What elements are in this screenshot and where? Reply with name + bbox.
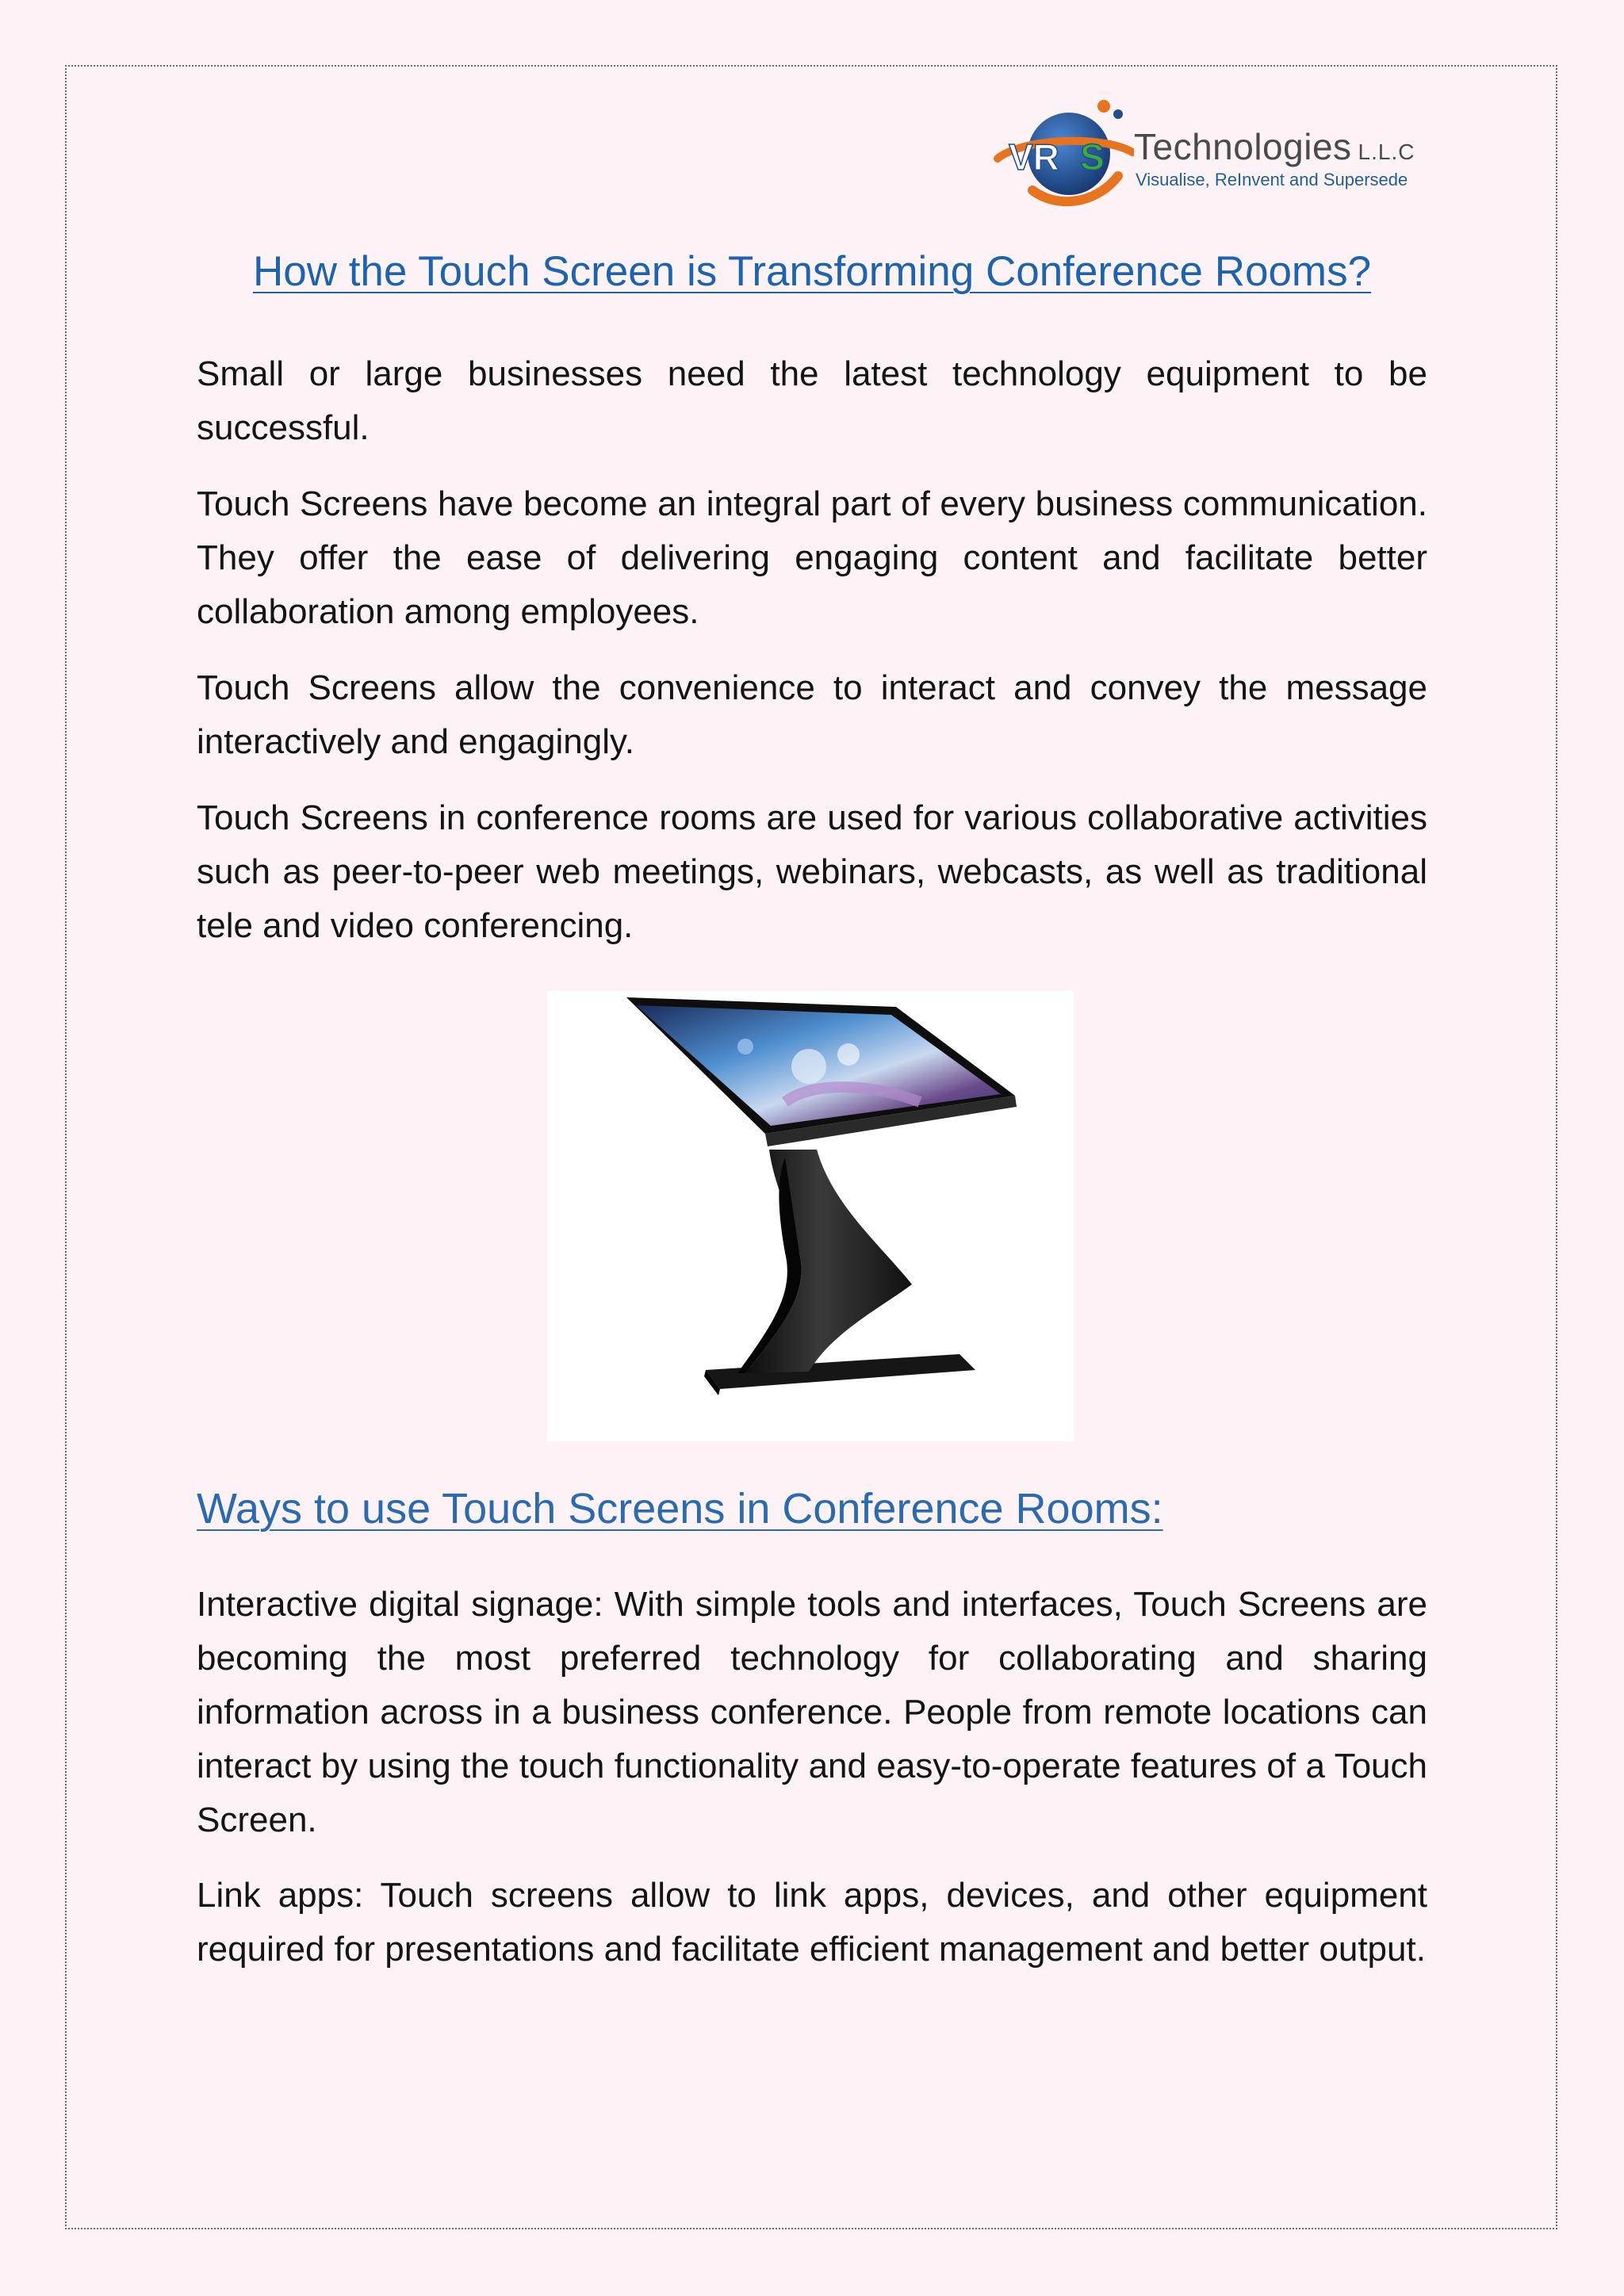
touch-screen-kiosk-image xyxy=(547,991,1074,1441)
logo-tagline: Visualise, ReInvent and Supersede xyxy=(1136,170,1408,189)
intro-paragraph-3: Touch Screens allow the convenience to interact and convey the message interactively and engagingly. xyxy=(197,668,1427,761)
vrs-globe-icon xyxy=(991,97,1134,216)
company-logo xyxy=(991,97,1435,216)
logo-company-name: Technologies L.L.C xyxy=(1134,126,1415,167)
section-paragraph-1: Interactive digital signage: With simple tools and interfaces, Touch Screens are becoming the most preferred technology for collaborating and sharing information across in a business conference. People from remote locations can interact by using the touch functionality and easy-to-operate features of a Touch Screen. xyxy=(197,1585,1427,1839)
page-title: How the Touch Screen is Transforming Conference Rooms? xyxy=(252,248,1372,295)
svg-text:S: S xyxy=(1080,136,1105,178)
intro-paragraph-2: Touch Screens have become an integral part of every business communication. They offer the ease of delivering engaging content and facilitate better collaboration among employees. xyxy=(197,484,1427,631)
svg-text:VR: VR xyxy=(1009,136,1059,178)
section-paragraph-2: Link apps: Touch screens allow to link apps, devices, and other equipment required for presentations and facilitate efficient management and better output. xyxy=(197,1876,1427,1969)
logo-suffix: L.L.C xyxy=(1358,140,1415,164)
intro-paragraph-4: Touch Screens in conference rooms are used for various collaborative activities such as peer-to-peer web meetings, webinars, webcasts, as well as traditional tele and video conferencing. xyxy=(197,798,1427,945)
intro-paragraph-1: Small or large businesses need the latest technology equipment to be successful. xyxy=(197,354,1427,447)
section-title: Ways to use Touch Screens in Conference Rooms: xyxy=(197,1485,1163,1533)
